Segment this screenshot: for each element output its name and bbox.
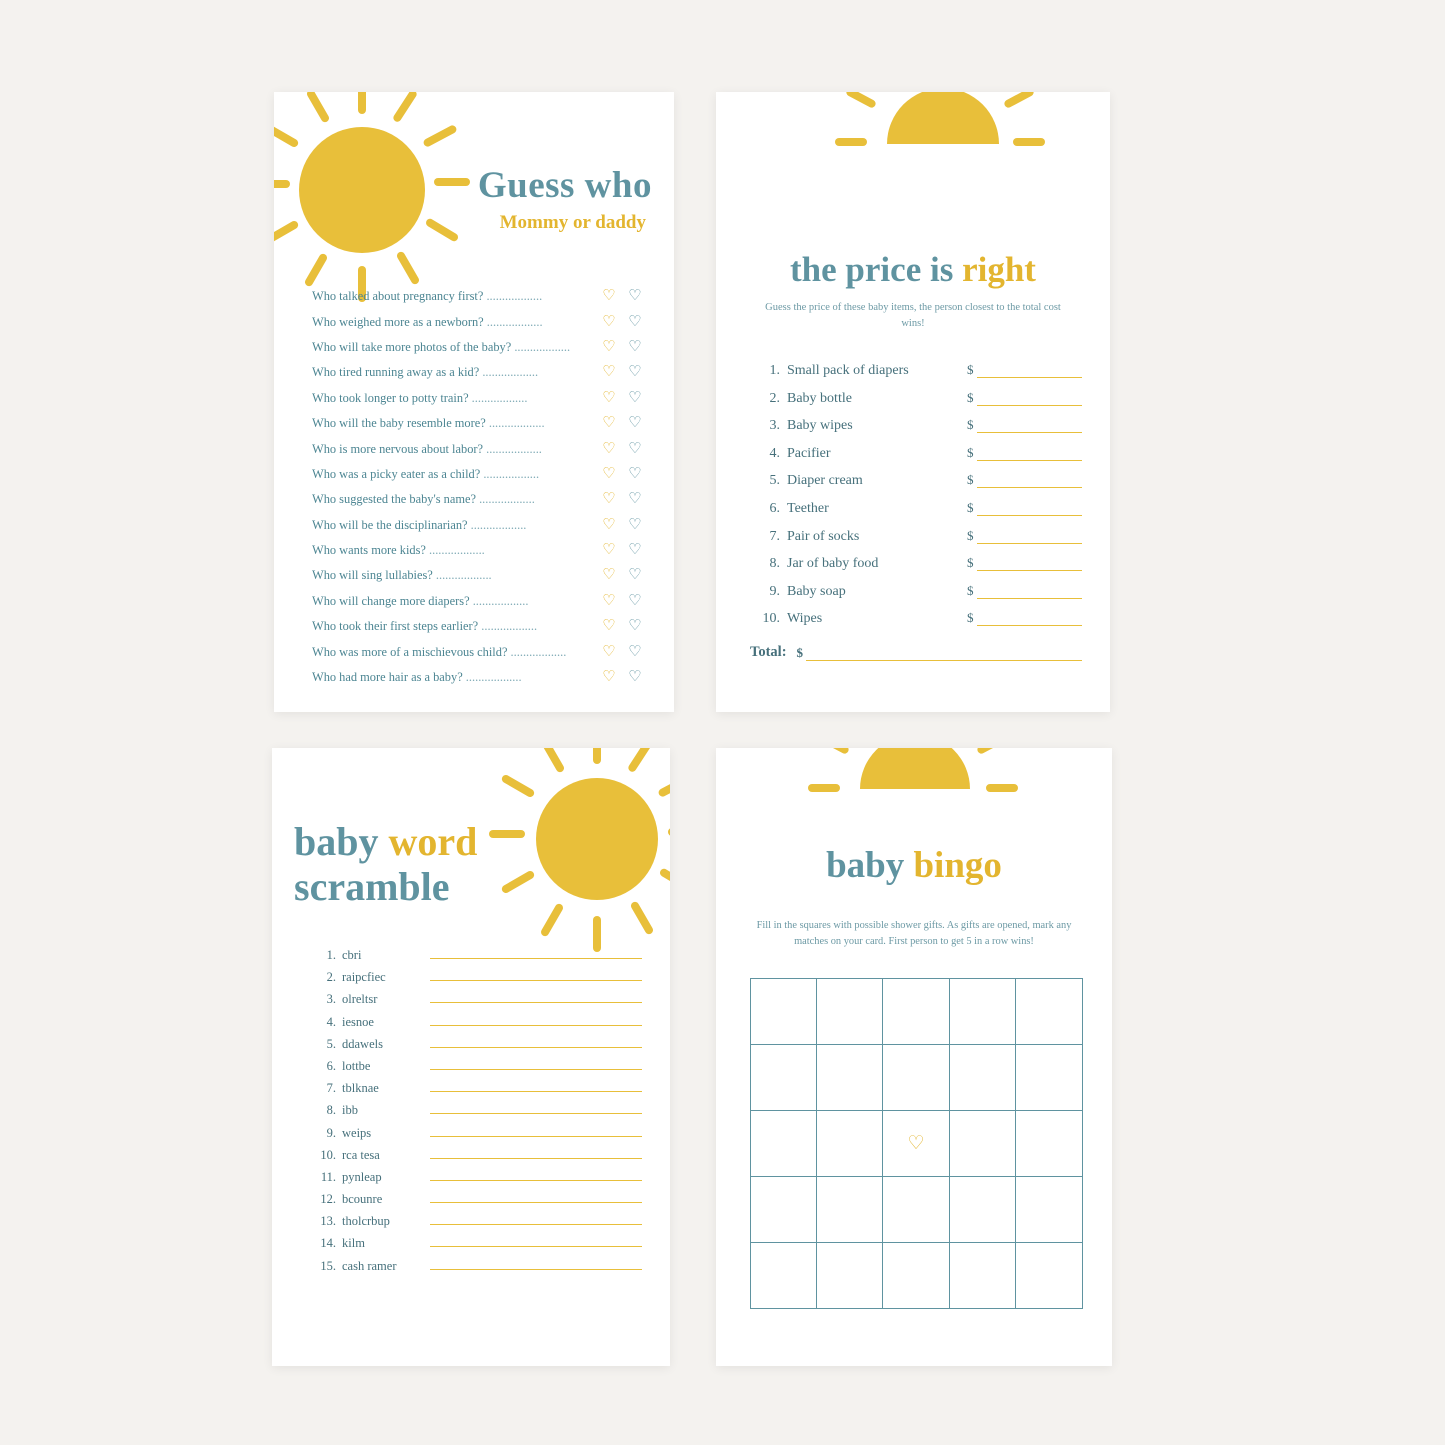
- heart-icon-mommy[interactable]: ♡: [602, 415, 616, 432]
- leader-dots: ..................: [482, 365, 539, 380]
- bingo-cell[interactable]: [816, 1242, 883, 1309]
- heart-icon-daddy[interactable]: ♡: [628, 592, 642, 609]
- price-input-line[interactable]: [977, 501, 1083, 516]
- sun-icon: [829, 92, 1053, 230]
- leader-dots: ..................: [486, 289, 543, 304]
- word-number: 6.: [326, 1058, 336, 1073]
- word-number: 8.: [326, 1103, 336, 1118]
- page-title-part1: baby: [294, 819, 389, 864]
- answer-input-line[interactable]: [430, 1146, 642, 1159]
- scramble-row: [302, 1101, 642, 1123]
- guess-who-row: [312, 538, 648, 563]
- bingo-cell[interactable]: [882, 1110, 949, 1177]
- heart-icon-mommy[interactable]: ♡: [602, 618, 616, 635]
- price-item-row: [750, 390, 1082, 418]
- bingo-cell[interactable]: [816, 978, 883, 1045]
- answer-input-line[interactable]: [430, 968, 642, 981]
- scramble-row: [302, 968, 642, 990]
- price-input-line[interactable]: [977, 446, 1083, 461]
- bingo-cell[interactable]: [949, 1110, 1016, 1177]
- scrambled-word: cbri: [342, 948, 362, 962]
- leader-dots: ..................: [483, 466, 540, 481]
- price-item-row: [750, 500, 1082, 528]
- heart-icon-daddy[interactable]: ♡: [628, 338, 642, 355]
- bingo-cell[interactable]: [882, 978, 949, 1045]
- total-label: Total:: [750, 644, 787, 660]
- page-title-teal: the price is: [790, 250, 963, 289]
- item-label: Pair of socks: [787, 528, 860, 544]
- guess-who-row: [312, 436, 648, 461]
- heart-icon-daddy[interactable]: ♡: [628, 389, 642, 406]
- item-label: Baby wipes: [787, 418, 853, 434]
- item-label: Baby soap: [787, 583, 846, 599]
- item-number: 1.: [769, 363, 780, 378]
- heart-icon-mommy[interactable]: ♡: [602, 338, 616, 355]
- heart-icon-daddy[interactable]: ♡: [628, 542, 642, 559]
- guess-who-row: [312, 589, 648, 614]
- guess-who-row: [312, 614, 648, 639]
- scramble-row: [302, 1212, 642, 1234]
- word-number: 9.: [326, 1125, 336, 1140]
- price-item-row: [750, 362, 1082, 390]
- word-number: 7.: [326, 1081, 336, 1096]
- answer-input-line[interactable]: [430, 1057, 642, 1070]
- price-input-line[interactable]: [977, 363, 1083, 378]
- bingo-cell[interactable]: [1015, 1242, 1082, 1309]
- scrambled-word: tholcrbup: [342, 1214, 390, 1229]
- item-label: Teether: [787, 500, 829, 516]
- page-title-gold: right: [962, 250, 1036, 289]
- heart-icon-daddy[interactable]: ♡: [628, 516, 642, 533]
- answer-input-line[interactable]: [430, 1079, 642, 1092]
- page-subtitle: Guess the price of these baby items, the person closest to the total cost wins!: [765, 302, 1061, 329]
- scrambled-word: bcounre: [342, 1192, 383, 1207]
- guess-who-question: Who will be the disciplinarian? ..................: [312, 517, 527, 532]
- price-input-line[interactable]: [977, 473, 1083, 488]
- bingo-cell[interactable]: [750, 1110, 817, 1177]
- word-number: 10.: [320, 1147, 336, 1162]
- heart-icon-mommy[interactable]: ♡: [602, 465, 616, 482]
- price-item-row: [750, 472, 1082, 500]
- heart-icon-mommy[interactable]: ♡: [602, 491, 616, 508]
- item-number: 10.: [762, 611, 780, 627]
- answer-input-line[interactable]: [430, 946, 642, 959]
- bingo-cell[interactable]: [1015, 1044, 1082, 1111]
- scrambled-word: cash ramer: [342, 1258, 397, 1273]
- bingo-cell[interactable]: [1015, 1176, 1082, 1243]
- dollar-sign: $: [967, 555, 974, 571]
- scramble-row: [302, 1035, 642, 1057]
- page-title-part2: word: [388, 819, 478, 864]
- price-item-row: [750, 528, 1082, 556]
- price-input-line[interactable]: [977, 611, 1083, 626]
- guess-who-row: [312, 360, 648, 385]
- scramble-row: [302, 1146, 642, 1168]
- dollar-sign: $: [967, 389, 974, 405]
- heart-icon-mommy[interactable]: ♡: [602, 643, 616, 660]
- leader-dots: ..................: [470, 517, 527, 532]
- bingo-cell[interactable]: [1015, 978, 1082, 1045]
- guess-who-question: Who will change more diapers? ..................: [312, 593, 529, 608]
- bingo-cell[interactable]: [816, 1044, 883, 1111]
- dollar-sign: $: [967, 527, 974, 543]
- bingo-cell[interactable]: [882, 1242, 949, 1309]
- answer-input-line[interactable]: [430, 1212, 642, 1225]
- heart-icon-mommy[interactable]: ♡: [602, 592, 616, 609]
- card-price-is-right: [716, 92, 1110, 712]
- heart-icon-daddy[interactable]: ♡: [628, 288, 642, 305]
- scramble-row: [302, 1079, 642, 1101]
- guess-who-question: Who weighed more as a newborn? ..................: [312, 314, 543, 329]
- scramble-row: [302, 1190, 642, 1212]
- bingo-cell[interactable]: [949, 1242, 1016, 1309]
- guess-who-question: Who suggested the baby's name? ..................: [312, 492, 535, 507]
- page-title: [716, 844, 1112, 887]
- scrambled-word: iesnoe: [342, 1014, 374, 1029]
- guess-who-question: Who took their first steps earlier? ..................: [312, 619, 538, 634]
- bingo-grid: [750, 978, 1082, 1308]
- heart-icon-daddy[interactable]: ♡: [628, 669, 642, 686]
- price-item-list: [750, 362, 1082, 638]
- item-number: 5.: [769, 473, 780, 489]
- word-number: 5.: [326, 1036, 336, 1051]
- bingo-cell[interactable]: [949, 978, 1016, 1045]
- answer-input-line[interactable]: [430, 1234, 642, 1247]
- price-input-line[interactable]: [977, 391, 1083, 406]
- heart-icon-mommy[interactable]: ♡: [602, 364, 616, 381]
- bingo-cell[interactable]: [750, 1242, 817, 1309]
- heart-icon-daddy[interactable]: ♡: [628, 364, 642, 381]
- word-number: 3.: [326, 992, 336, 1007]
- guess-who-question: Who will sing lullabies? ..................: [312, 568, 492, 583]
- guess-who-row: [312, 335, 648, 360]
- scrambled-word: tblknae: [342, 1081, 379, 1096]
- price-input-line[interactable]: [977, 556, 1083, 571]
- word-number: 1.: [326, 948, 336, 962]
- leader-dots: ..................: [486, 441, 542, 456]
- price-item-row: [750, 555, 1082, 583]
- item-label: Small pack of diapers: [787, 363, 909, 378]
- item-number: 4.: [769, 445, 780, 461]
- answer-input-line[interactable]: [430, 1168, 642, 1181]
- guess-who-question: Who was a picky eater as a child? ..................: [312, 466, 540, 481]
- heart-icon-mommy[interactable]: ♡: [602, 313, 616, 330]
- bingo-cell[interactable]: [949, 1176, 1016, 1243]
- heart-icon-daddy[interactable]: ♡: [628, 415, 642, 432]
- heart-icon-daddy[interactable]: ♡: [628, 567, 642, 584]
- answer-input-line[interactable]: [430, 1035, 642, 1048]
- word-number: 15.: [320, 1258, 336, 1273]
- page-title-part3: scramble: [294, 863, 450, 909]
- leader-dots: ..................: [481, 619, 538, 634]
- leader-dots: ..................: [479, 492, 535, 507]
- heart-icon-daddy[interactable]: ♡: [628, 440, 642, 457]
- leader-dots: ..................: [488, 416, 545, 431]
- scramble-word-list: [302, 946, 642, 1279]
- price-input-group: [967, 362, 1082, 378]
- price-input-line[interactable]: [977, 529, 1083, 544]
- bingo-cell[interactable]: [949, 1044, 1016, 1111]
- bingo-cell[interactable]: [750, 978, 817, 1045]
- scrambled-word: pynleap: [342, 1169, 382, 1184]
- leader-dots: ..................: [510, 644, 567, 659]
- dollar-sign: $: [967, 444, 974, 460]
- item-label: Baby bottle: [787, 390, 852, 406]
- heart-icon-mommy[interactable]: ♡: [602, 389, 616, 406]
- scrambled-word: kilm: [342, 1236, 365, 1251]
- word-number: 14.: [320, 1236, 336, 1251]
- heart-icon-daddy[interactable]: ♡: [628, 313, 642, 330]
- guess-who-row: [312, 386, 648, 411]
- price-item-row: [750, 445, 1082, 473]
- guess-who-row: [312, 665, 648, 690]
- scrambled-word: lottbe: [342, 1058, 371, 1073]
- guess-who-row: [312, 563, 648, 588]
- scramble-row: [302, 1057, 642, 1079]
- item-number: 8.: [769, 556, 780, 572]
- dollar-sign: $: [967, 472, 974, 488]
- guess-who-question: Who will take more photos of the baby? ..................: [312, 339, 571, 354]
- price-input-group: [967, 445, 1082, 461]
- guess-who-question: Who will the baby resemble more? ..................: [312, 416, 545, 431]
- word-number: 2.: [326, 970, 336, 985]
- price-input-line[interactable]: [977, 584, 1083, 599]
- price-input-group: [967, 417, 1082, 433]
- item-label: Pacifier: [787, 445, 831, 461]
- page-title: Guess who: [477, 165, 652, 206]
- scrambled-word: olreltsr: [342, 992, 378, 1007]
- price-input-group: [967, 500, 1082, 516]
- heart-icon-daddy[interactable]: ♡: [628, 491, 642, 508]
- answer-input-line[interactable]: [430, 1013, 642, 1026]
- price-input-line[interactable]: [977, 418, 1083, 433]
- page-subtitle: Fill in the squares with possible shower gifts. As gifts are opened, mark any matches on your card. First person to get 5 in a row wins!: [756, 920, 1072, 948]
- total-row: [750, 644, 1082, 661]
- scrambled-word: raipcfiec: [342, 970, 386, 985]
- page-subtitle: Mommy or daddy: [499, 212, 646, 233]
- guess-who-question: Who talked about pregnancy first? ..................: [312, 289, 543, 304]
- sun-icon: [274, 92, 484, 312]
- item-number: 9.: [769, 583, 780, 599]
- page-title: [294, 820, 534, 910]
- dollar-sign: $: [967, 610, 974, 626]
- leader-dots: ..................: [471, 390, 528, 405]
- guess-who-row: [312, 462, 648, 487]
- item-number: 3.: [769, 418, 780, 434]
- page-title: [716, 250, 1110, 290]
- answer-input-line[interactable]: [430, 1190, 642, 1203]
- card-baby-bingo: [716, 748, 1112, 1366]
- bingo-cell[interactable]: [750, 1044, 817, 1111]
- item-label: Jar of baby food: [787, 556, 879, 572]
- scrambled-word: ddawels: [342, 1036, 383, 1051]
- price-input-group: [967, 472, 1082, 488]
- heart-icon-daddy[interactable]: ♡: [628, 465, 642, 482]
- heart-icon-daddy[interactable]: ♡: [628, 618, 642, 635]
- guess-who-question: Who was more of a mischievous child? ..................: [312, 644, 567, 659]
- card-word-scramble: [272, 748, 670, 1366]
- page-title-gold: bingo: [913, 845, 1002, 886]
- guess-who-row: [312, 513, 648, 538]
- word-number: 13.: [320, 1214, 336, 1229]
- guess-who-question: Who is more nervous about labor? ..................: [312, 441, 542, 456]
- heart-icon-mommy[interactable]: ♡: [602, 542, 616, 559]
- heart-icon-mommy[interactable]: ♡: [602, 440, 616, 457]
- price-input-group: [967, 610, 1082, 626]
- guess-who-row: [312, 639, 648, 664]
- heart-icon-free-space: ♡: [907, 1132, 925, 1154]
- heart-icon-mommy[interactable]: ♡: [602, 567, 616, 584]
- heart-icon-mommy[interactable]: ♡: [602, 288, 616, 305]
- price-input-group: [967, 555, 1082, 571]
- bingo-cell[interactable]: [816, 1110, 883, 1177]
- leader-dots: ..................: [465, 670, 522, 685]
- dollar-sign: $: [967, 499, 974, 515]
- guess-who-question: Who had more hair as a baby? ..................: [312, 670, 522, 685]
- scrambled-word: weips: [342, 1125, 372, 1140]
- scrambled-word: ibb: [342, 1103, 358, 1118]
- bingo-cell[interactable]: [882, 1176, 949, 1243]
- price-input-group: [967, 528, 1082, 544]
- price-item-row: [750, 583, 1082, 611]
- guess-who-question: Who wants more kids? ..................: [312, 543, 485, 558]
- scramble-row: [302, 1124, 642, 1146]
- leader-dots: ..................: [514, 339, 571, 354]
- bingo-cell[interactable]: [1015, 1110, 1082, 1177]
- scramble-row: [302, 1257, 642, 1279]
- item-label: Diaper cream: [787, 473, 863, 489]
- guess-who-question: Who took longer to potty train? ..................: [312, 390, 528, 405]
- page-title-teal: baby: [826, 845, 914, 886]
- item-label: Wipes: [787, 611, 823, 627]
- scramble-row: [302, 990, 642, 1012]
- leader-dots: ..................: [429, 543, 485, 558]
- leader-dots: ..................: [435, 568, 492, 583]
- scramble-row: [302, 1168, 642, 1190]
- item-number: 2.: [769, 390, 780, 406]
- guess-who-row: [312, 411, 648, 436]
- scramble-row: [302, 946, 642, 968]
- word-number: 12.: [320, 1192, 336, 1207]
- scramble-row: [302, 1234, 642, 1256]
- guess-who-row: [312, 284, 648, 309]
- scrambled-word: rca tesa: [342, 1147, 380, 1162]
- guess-who-question-list: [312, 284, 648, 690]
- answer-input-line[interactable]: [430, 1101, 642, 1114]
- word-number: 4.: [326, 1014, 336, 1029]
- guess-who-question: Who tired running away as a kid? ..................: [312, 365, 539, 380]
- bingo-cell[interactable]: [882, 1044, 949, 1111]
- scramble-row: [302, 1013, 642, 1035]
- dollar-sign: $: [796, 645, 804, 660]
- guess-who-row: [312, 309, 648, 334]
- price-input-group: [967, 583, 1082, 599]
- item-number: 6.: [769, 500, 780, 516]
- price-input-group: [967, 390, 1082, 406]
- answer-input-line[interactable]: [430, 1257, 642, 1270]
- heart-icon-mommy[interactable]: ♡: [602, 669, 616, 686]
- guess-who-row: [312, 487, 648, 512]
- leader-dots: ..................: [472, 593, 529, 608]
- dollar-sign: $: [967, 417, 974, 433]
- answer-input-line[interactable]: [430, 990, 642, 1003]
- item-number: 7.: [769, 528, 780, 544]
- answer-input-line[interactable]: [430, 1124, 642, 1137]
- card-guess-who: [274, 92, 674, 712]
- heart-icon-daddy[interactable]: ♡: [628, 643, 642, 660]
- dollar-sign: $: [967, 582, 974, 598]
- leader-dots: ..................: [486, 314, 543, 329]
- dollar-sign: $: [967, 362, 974, 377]
- total-input-line[interactable]: [806, 646, 1082, 661]
- bingo-cell[interactable]: [750, 1176, 817, 1243]
- heart-icon-mommy[interactable]: ♡: [602, 516, 616, 533]
- price-item-row: [750, 417, 1082, 445]
- price-item-row: [750, 610, 1082, 638]
- bingo-cell[interactable]: [816, 1176, 883, 1243]
- word-number: 11.: [320, 1169, 336, 1184]
